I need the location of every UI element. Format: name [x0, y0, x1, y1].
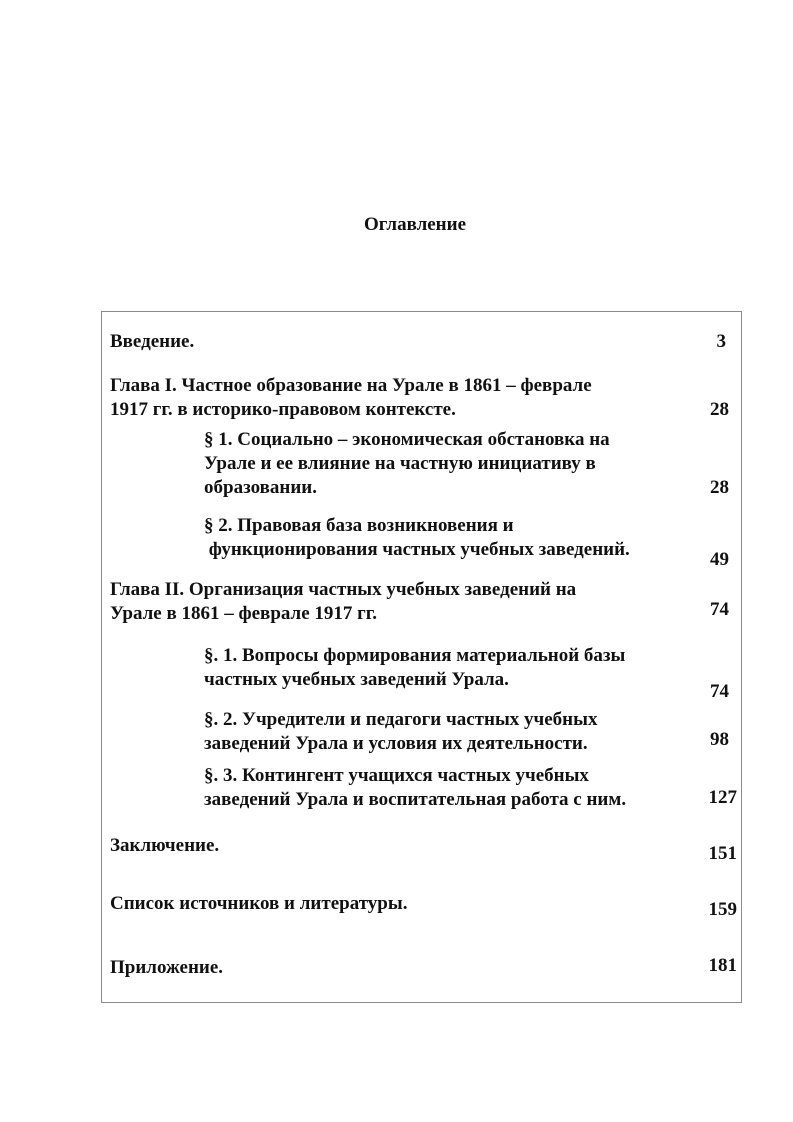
toc-page-number: 28 — [710, 477, 729, 498]
toc-entry-line: Приложение. — [110, 957, 224, 978]
toc-entry-line: Глава II. Организация частных учебных заведений на — [110, 579, 577, 600]
toc-page-number: 28 — [710, 399, 729, 420]
table-of-contents — [101, 311, 742, 1003]
toc-entry-line: функционирования частных учебных заведений. — [204, 539, 630, 560]
toc-entry-line: частных учебных заведений Урала. — [204, 669, 509, 690]
toc-entry-line: §. 1. Вопросы формирования материальной базы — [204, 645, 626, 666]
toc-page-number: 74 — [710, 599, 729, 620]
toc-entry-chapter-1-section-1[interactable] — [204, 428, 610, 500]
page-title: Оглавление — [363, 214, 467, 235]
toc-page-number: 98 — [710, 729, 729, 750]
toc-entry-line: §. 3. Контингент учащихся частных учебных — [204, 765, 589, 786]
toc-entry-bibliography[interactable] — [110, 892, 407, 916]
toc-entry-line: Список источников и литературы. — [110, 893, 408, 914]
toc-entry-appendix[interactable] — [110, 956, 223, 980]
toc-entry-line: §. 2. Учредители и педагоги частных учебных — [204, 709, 598, 730]
toc-entry-chapter-2-section-3[interactable] — [204, 764, 626, 812]
toc-entry-introduction[interactable] — [110, 330, 194, 354]
toc-page-number: 151 — [708, 843, 737, 864]
toc-entry-line: Глава I. Частное образование на Урале в 1861 – феврале — [110, 375, 592, 396]
toc-entry-line: Заключение. — [110, 835, 220, 856]
toc-entry-chapter-1[interactable] — [110, 374, 592, 422]
toc-page-number: 159 — [708, 899, 737, 920]
toc-entry-chapter-1-section-2[interactable] — [204, 514, 630, 562]
toc-entry-line: Введение. — [110, 331, 195, 352]
toc-entry-chapter-2-section-2[interactable] — [204, 708, 597, 756]
toc-entry-line: заведений Урала и воспитательная работа с ним. — [204, 789, 627, 810]
toc-page-number: 3 — [716, 331, 726, 352]
toc-page-number: 74 — [710, 681, 729, 702]
toc-page-number: 49 — [710, 549, 729, 570]
toc-page-number: 127 — [708, 787, 737, 808]
toc-entry-line: заведений Урала и условия их деятельности. — [204, 733, 588, 754]
toc-entry-chapter-2[interactable] — [110, 578, 576, 626]
toc-entry-line: 1917 гг. в историко-правовом контексте. — [110, 399, 456, 420]
toc-page-number: 181 — [708, 955, 737, 976]
toc-entry-line: § 2. Правовая база возникновения и — [204, 515, 514, 536]
toc-entry-line: Урале в 1861 – феврале 1917 гг. — [110, 603, 378, 624]
toc-entry-chapter-2-section-1[interactable] — [204, 644, 625, 692]
toc-entry-line: образовании. — [204, 477, 317, 498]
toc-entry-line: § 1. Социально – экономическая обстановка на — [204, 429, 610, 450]
toc-entry-line: Урале и ее влияние на частную инициативу в — [204, 453, 596, 474]
toc-entry-conclusion[interactable] — [110, 834, 219, 858]
